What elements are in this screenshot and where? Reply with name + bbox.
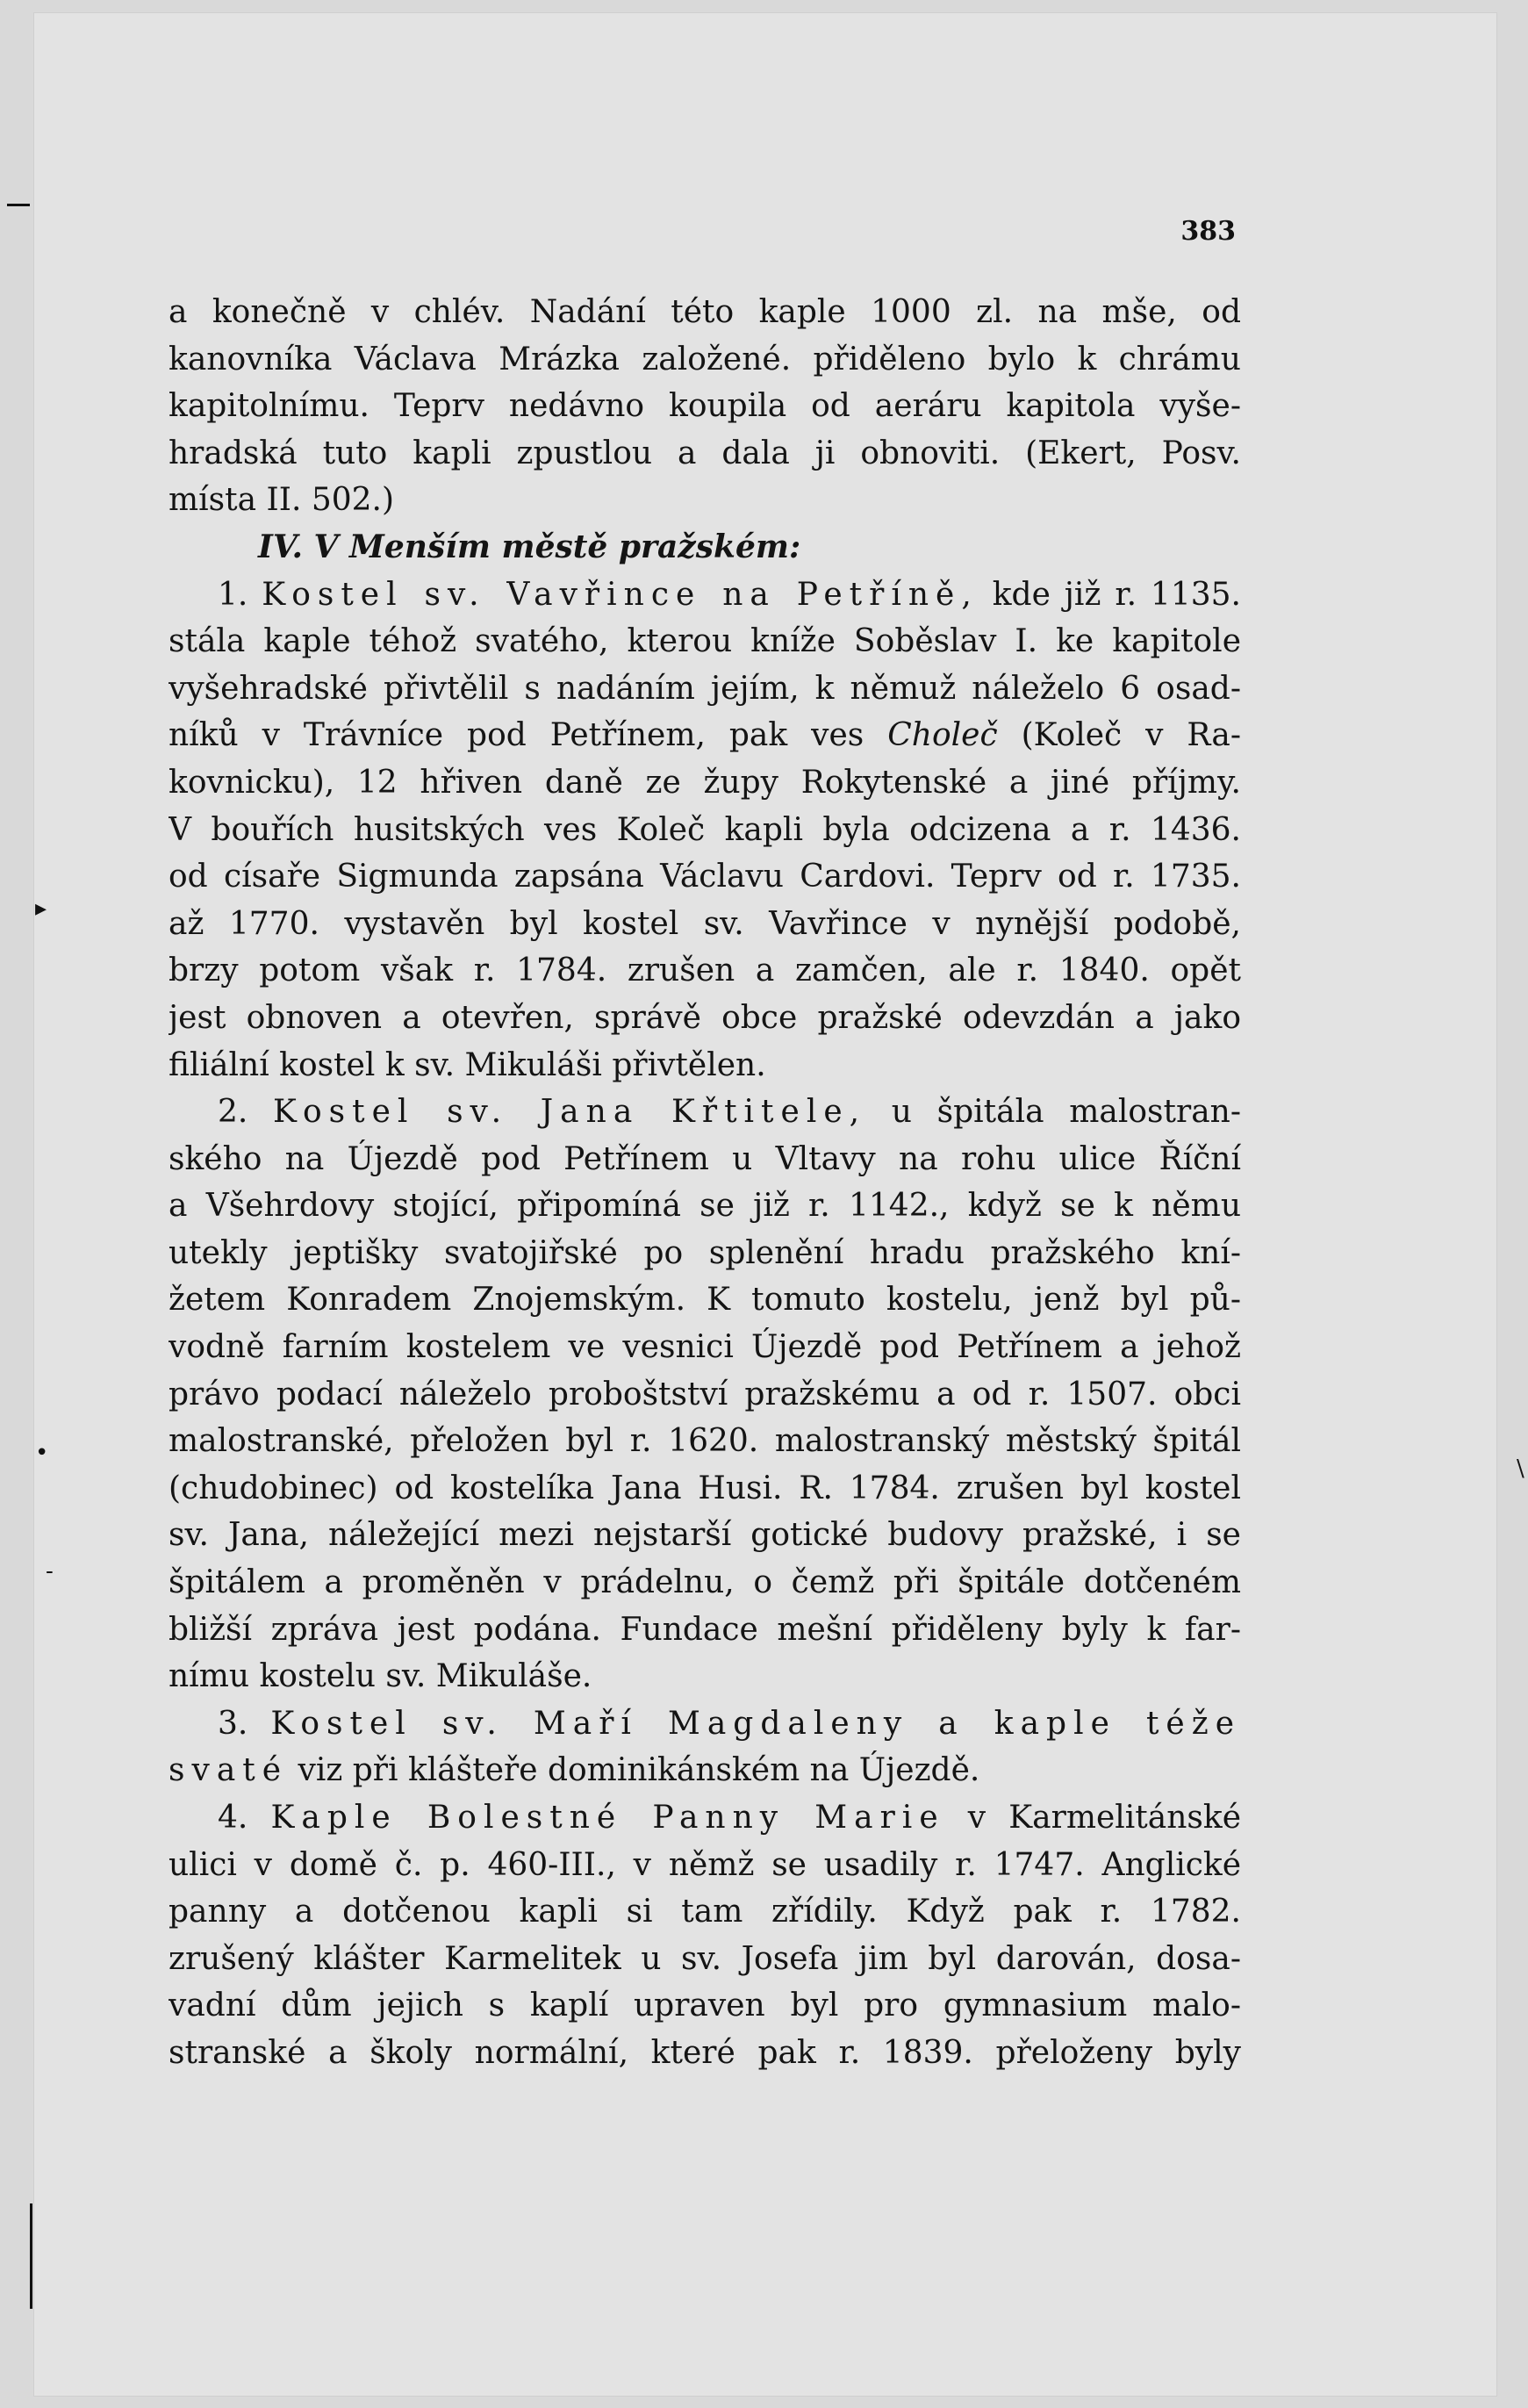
item-title-continued: svaté: [169, 1752, 289, 1789]
text-fragment: viz při klášteře dominikánském na Újezdě.: [298, 1752, 980, 1789]
text-line: vyšehradské přivtělil s nadáním jejím, k němuž náleželo 6 osad-: [169, 670, 1241, 707]
item-number: 4.: [218, 1800, 248, 1836]
margin-tick-mark: •: [35, 1440, 49, 1466]
item-1-first-line: [169, 571, 1241, 619]
text-line: kapitolnímu. Teprv nedávno koupila od aeráru kapitola vyše-: [169, 388, 1241, 425]
text-line: utekly jeptišky svatojiřské po splenění hradu pražského kní-: [169, 1234, 1241, 1271]
margin-tick-mark: [7, 204, 30, 220]
item-title: Kaple Bolestné Panny Marie: [270, 1800, 945, 1836]
margin-tick-mark: [30, 2203, 32, 2309]
text-line: (chudobinec) od kostelíka Jana Husi. R. 1784. zrušen byl kostel: [169, 1470, 1241, 1506]
text-line: stála kaple téhož svatého, kterou kníže Soběslav I. ke kapitole: [169, 623, 1241, 660]
text-line: filiální kostel k sv. Mikuláši přivtělen.: [169, 1046, 766, 1083]
text-line: [169, 712, 1241, 759]
text-fragment: v Karmelitánské: [967, 1800, 1241, 1836]
text-line: ulici v domě č. p. 460-III., v němž se usadily r. 1747. Anglické: [169, 1846, 1241, 1883]
item-number: 2.: [218, 1094, 248, 1131]
text-line: vadní dům jejich s kaplí upraven byl pro gymnasium malo-: [169, 1987, 1241, 2024]
text-line: hradská tuto kapli zpustlou a dala ji obnoviti. (Ekert, Posv.: [169, 435, 1241, 471]
text-line: až 1770. vystavěn byl kostel sv. Vavřince v nynější podobě,: [169, 905, 1241, 942]
text-line: V bouřích husitských ves Koleč kapli byla odcizena a r. 1436.: [169, 811, 1241, 848]
scanned-page: [33, 12, 1497, 2397]
text-line: jest obnoven a otevřen, správě obce pražské odevzdán a jako: [169, 999, 1241, 1036]
text-line: vodně farním kostelem ve vesnici Újezdě pod Petřínem a jehož: [169, 1329, 1241, 1366]
text-fragment: kde již r. 1135.: [992, 576, 1241, 613]
italic-place-name: Choleč: [887, 717, 998, 754]
text-fragment: u špitála malostran-: [891, 1094, 1241, 1131]
text-line: nímu kostelu sv. Mikuláše.: [169, 1658, 592, 1695]
text-line: právo podací náleželo proboštství pražskému a od r. 1507. obci: [169, 1376, 1241, 1412]
item-title: Kostel sv. Maří Magdaleny a kaple téže: [270, 1705, 1241, 1742]
text-line: místa II. 502.): [169, 482, 395, 519]
text-line: brzy potom však r. 1784. zrušen a zamčen, ale r. 1840. opět: [169, 952, 1241, 989]
item-2-first-line: [169, 1089, 1241, 1136]
text-line: kanovníka Václava Mrázka založené. přiděleno bylo k chrámu: [169, 341, 1241, 377]
text-line: kovnicku), 12 hřiven daně ze župy Rokytenské a jiné příjmy.: [169, 764, 1241, 801]
text-line: bližší zpráva jest podána. Fundace mešní přiděleny byly k far-: [169, 1611, 1241, 1648]
text-line: ského na Újezdě pod Petřínem u Vltavy na rohu ulice Říční: [169, 1140, 1241, 1177]
text-fragment: (Koleč v Ra-: [1021, 717, 1241, 754]
text-line: od císaře Sigmunda zapsána Václavu Cardovi. Teprv od r. 1735.: [169, 859, 1241, 895]
margin-tick-mark: ▸: [35, 895, 47, 922]
page-text: [169, 289, 1241, 2077]
item-number: 1.: [218, 576, 248, 613]
margin-tick-mark: \: [1517, 1456, 1524, 1482]
item-3-first-line: [169, 1700, 1241, 1748]
margin-tick-mark: -: [46, 1558, 54, 1585]
text-line: sv. Jana, náležející mezi nejstarší gotické budovy pražské, i se: [169, 1517, 1241, 1554]
page-number: 383: [1180, 216, 1236, 247]
text-line: stranské a školy normální, které pak r. 1839. přeloženy byly: [169, 2034, 1241, 2071]
text-line: špitálem a proměněn v prádelnu, o čemž při špitále dotčeném: [169, 1564, 1241, 1601]
text-line: malostranské, přeložen byl r. 1620. malostranský městský špitál: [169, 1423, 1241, 1460]
item-title: Kostel sv. Vavřince na Petříně,: [262, 576, 979, 613]
text-fragment: níků v Trávníce pod Petřínem, pak ves: [169, 717, 864, 754]
text-line: zrušený klášter Karmelitek u sv. Josefa jim byl darován, dosa-: [169, 1940, 1241, 1977]
text-line: a konečně v chlév. Nadání této kaple 1000 zl. na mše, od: [169, 294, 1241, 330]
text-line: panny a dotčenou kapli si tam zřídily. Když pak r. 1782.: [169, 1894, 1241, 1930]
item-number: 3.: [218, 1705, 248, 1742]
text-line: [169, 1747, 1241, 1794]
text-line: a Všehrdovy stojící, připomíná se již r. 1142., když se k němu: [169, 1188, 1241, 1225]
item-4-first-line: [169, 1794, 1241, 1842]
item-title: Kostel sv. Jana Křtitele,: [273, 1094, 867, 1131]
section-heading: IV. V Menším městě pražském:: [258, 528, 801, 565]
text-line: žetem Konradem Znojemským. K tomuto kostelu, jenž byl pů-: [169, 1282, 1241, 1319]
